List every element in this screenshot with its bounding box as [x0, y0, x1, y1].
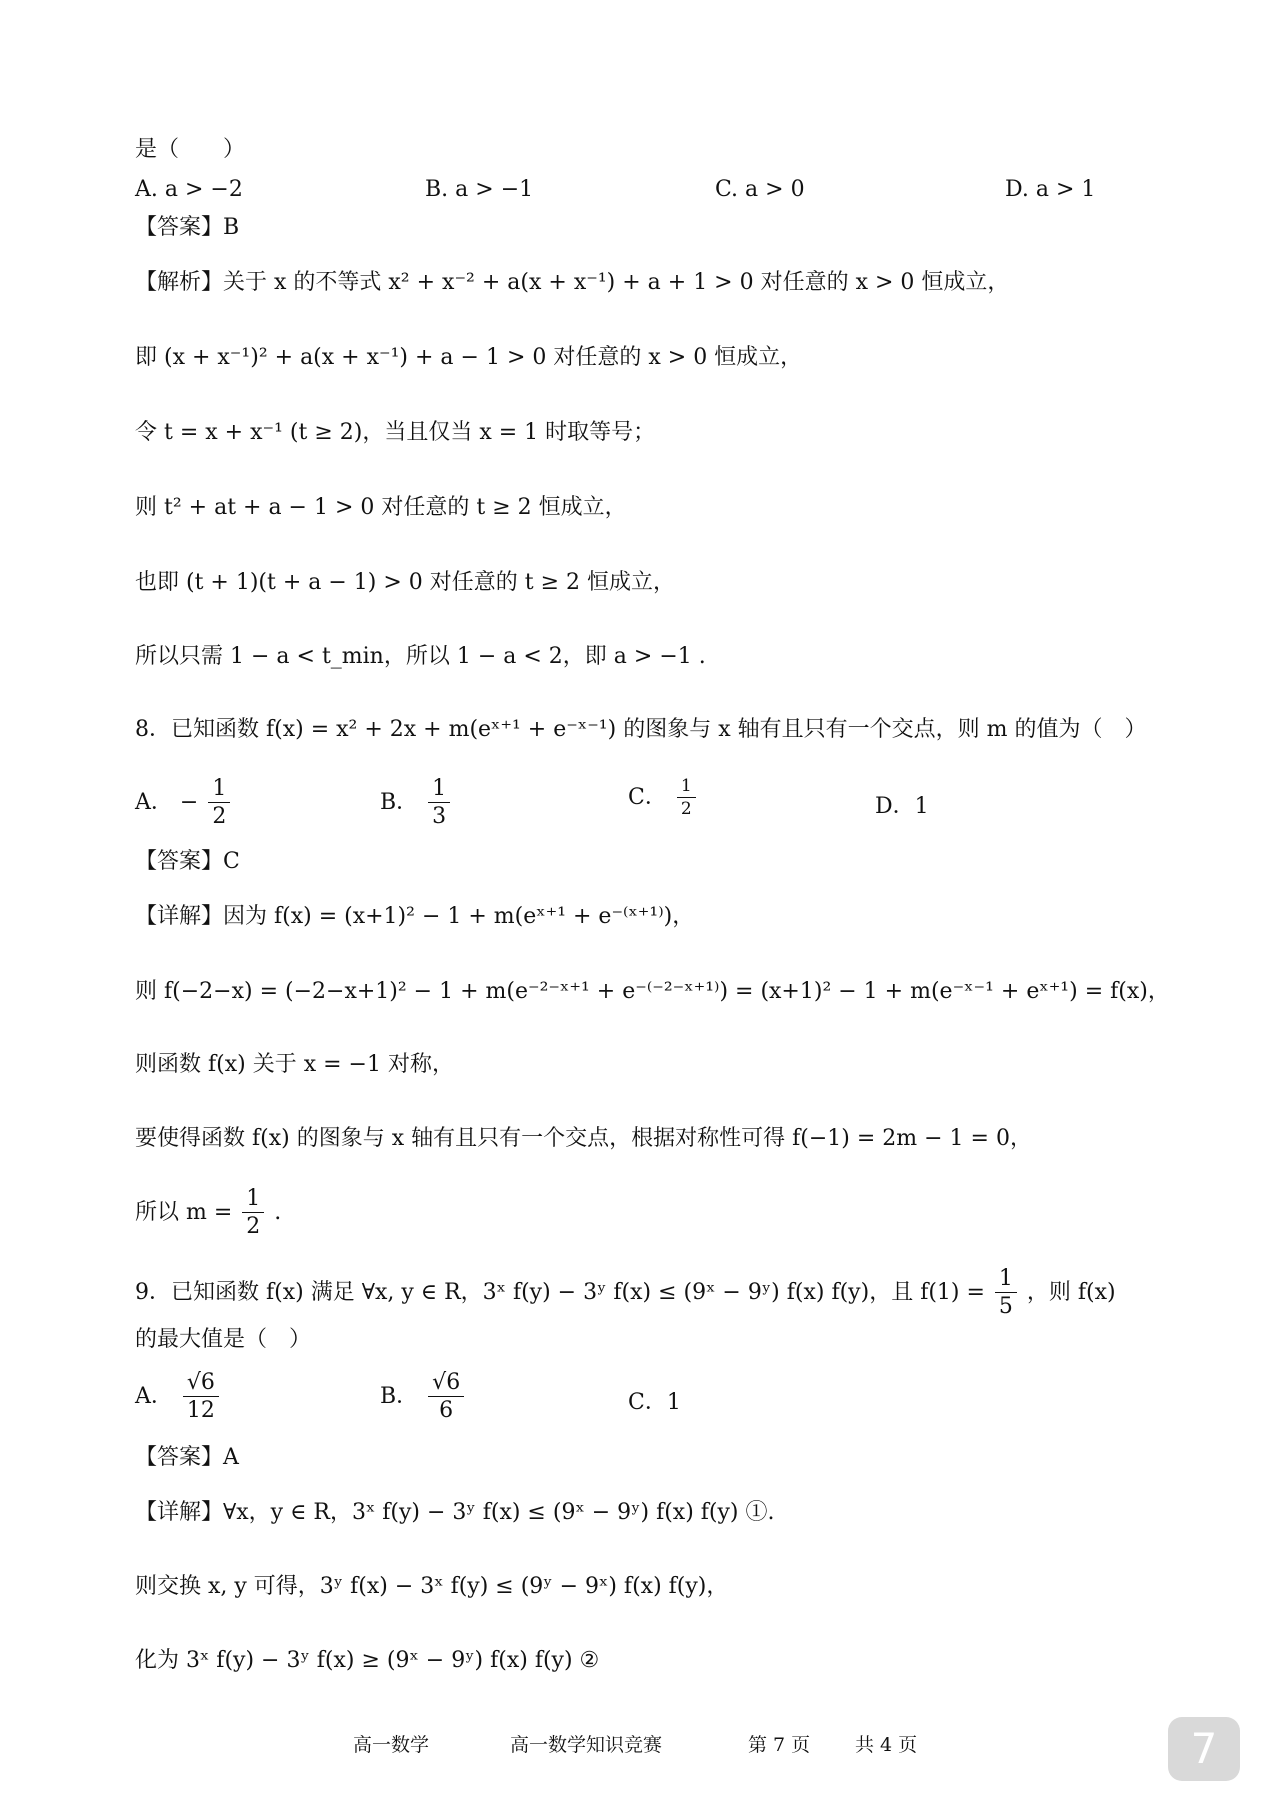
q8-analysis-line-2: 则 f(−2−x) = (−2−x+1)² − 1 + m(e⁻²⁻ˣ⁺¹ + e⁻⁽⁻²⁻ˣ⁺¹⁾) = (x+1)² − 1 + m(e⁻ˣ⁻¹ + eˣ⁺¹) = f(x)，: [135, 979, 1170, 1004]
q9-stem-fraction: [995, 1268, 1017, 1318]
q9-option-b-label: B．: [380, 1384, 419, 1409]
q8-option-c-fraction: [677, 778, 696, 818]
q7-analysis-line-5: 也即 (t + 1)(t + a − 1) > 0 对任意的 t ≥ 2 恒成立，: [135, 570, 676, 595]
footer-total-pages: 共 4 页: [855, 1734, 918, 1756]
q9-option-a-numerator: √6: [183, 1372, 219, 1397]
q9-stem-suffix: ，则 f(x): [1026, 1280, 1116, 1305]
q9-stem-numerator: 1: [995, 1268, 1017, 1293]
q9-stem: [135, 1268, 1180, 1318]
q7-option-d: D. a > 1: [1005, 177, 1096, 202]
q7-option-b: B. a > −1: [425, 177, 534, 202]
q7-analysis-line-1: 【解析】关于 x 的不等式 x² + x⁻² + a(x + x⁻¹) + a + 1 > 0 对任意的 x > 0 恒成立，: [135, 270, 1010, 295]
footer-contest: 高一数学知识竞赛: [510, 1734, 663, 1756]
q8-conclusion-fraction: [242, 1188, 264, 1238]
q8-option-b-fraction: [428, 778, 450, 828]
q8-stem: 8．已知函数 f(x) = x² + 2x + m(eˣ⁺¹ + e⁻ˣ⁻¹) 的图象与 x 轴有且只有一个交点，则 m 的值为（ ）: [135, 717, 1147, 742]
q9-option-b-numerator: √6: [428, 1372, 464, 1397]
q7-stem-tail: 是（ ）: [135, 137, 246, 162]
q8-option-a-fraction: [208, 778, 230, 828]
q8-conclusion-suffix: .: [274, 1200, 282, 1225]
q9-stem-line-2: 的最大值是（ ）: [135, 1327, 312, 1352]
page-number-badge: 7: [1168, 1717, 1240, 1781]
q9-analysis-line-1: 【详解】∀x，y ∈ R，3ˣ f(y) − 3ʸ f(x) ≤ (9ˣ − 9ʸ) f(x) f(y) ①.: [135, 1500, 775, 1525]
footer-page-number: 第 7 页: [748, 1734, 811, 1756]
q8-option-a: [135, 778, 233, 828]
q7-analysis-line-2: 即 (x + x⁻¹)² + a(x + x⁻¹) + a − 1 > 0 对任意的 x > 0 恒成立，: [135, 345, 803, 370]
q8-option-b: [380, 778, 453, 828]
q8-option-c-denominator: 2: [680, 799, 692, 819]
q8-option-b-denominator: 3: [432, 804, 447, 829]
q8-option-a-sign: −: [179, 790, 199, 815]
q9-option-a-label: A．: [135, 1384, 173, 1409]
q9-option-b-denominator: 6: [439, 1398, 454, 1423]
q8-conclusion-denominator: 2: [246, 1214, 261, 1239]
q8-option-a-numerator: 1: [208, 778, 230, 803]
q9-option-a: [135, 1372, 222, 1422]
q8-option-b-numerator: 1: [428, 778, 450, 803]
q7-option-a: A. a > −2: [135, 177, 243, 202]
q7-answer: 【答案】B: [135, 215, 240, 240]
q9-analysis-line-2: 则交换 x, y 可得，3ʸ f(x) − 3ˣ f(y) ≤ (9ʸ − 9ˣ) f(x) f(y)，: [135, 1574, 729, 1599]
q8-option-a-denominator: 2: [212, 804, 227, 829]
q8-option-a-label: A．: [135, 790, 173, 815]
q9-stem-prefix: 9．已知函数 f(x) 满足 ∀x, y ∈ R，3ˣ f(y) − 3ʸ f(x) ≤ (9ˣ − 9ʸ) f(x) f(y)，且 f(1) =: [135, 1280, 992, 1305]
q9-answer: 【答案】A: [135, 1445, 239, 1470]
q8-analysis-line-1: 【详解】因为 f(x) = (x+1)² − 1 + m(eˣ⁺¹ + e⁻⁽ˣ⁺¹⁾)，: [135, 904, 695, 929]
q9-option-b-fraction: [428, 1372, 464, 1422]
q8-conclusion: [135, 1188, 1180, 1238]
q8-option-d: D．1: [875, 794, 929, 819]
q7-analysis-line-3: 令 t = x + x⁻¹ (t ≥ 2)，当且仅当 x = 1 时取等号；: [135, 420, 656, 445]
q9-option-a-denominator: 12: [186, 1398, 215, 1423]
q8-analysis-line-4: 要使得函数 f(x) 的图象与 x 轴有且只有一个交点，根据对称性可得 f(−1) = 2m − 1 = 0，: [135, 1126, 1032, 1151]
q8-option-b-label: B．: [380, 790, 419, 815]
q7-option-c: C. a > 0: [715, 177, 805, 202]
q8-answer: 【答案】C: [135, 849, 240, 874]
q8-option-c: [628, 778, 699, 818]
q7-analysis-line-4: 则 t² + at + a − 1 > 0 对任意的 t ≥ 2 恒成立，: [135, 495, 627, 520]
q8-conclusion-prefix: 所以 m =: [135, 1200, 240, 1225]
q8-option-c-label: C．: [628, 785, 667, 810]
q9-stem-denominator: 5: [998, 1294, 1013, 1319]
q7-analysis-line-6: 所以只需 1 − a < t_min，所以 1 − a < 2，即 a > −1 .: [135, 644, 706, 669]
q8-analysis-line-3: 则函数 f(x) 关于 x = −1 对称，: [135, 1052, 454, 1077]
q9-option-b: [380, 1372, 467, 1422]
q8-conclusion-numerator: 1: [242, 1188, 264, 1213]
q9-option-c: C．1: [628, 1390, 681, 1415]
q9-option-a-fraction: [183, 1372, 219, 1422]
q8-option-c-numerator: 1: [677, 778, 696, 798]
q9-analysis-line-3: 化为 3ˣ f(y) − 3ʸ f(x) ≥ (9ˣ − 9ʸ) f(x) f(y) ②: [135, 1648, 600, 1673]
footer-subject: 高一数学: [353, 1734, 430, 1756]
